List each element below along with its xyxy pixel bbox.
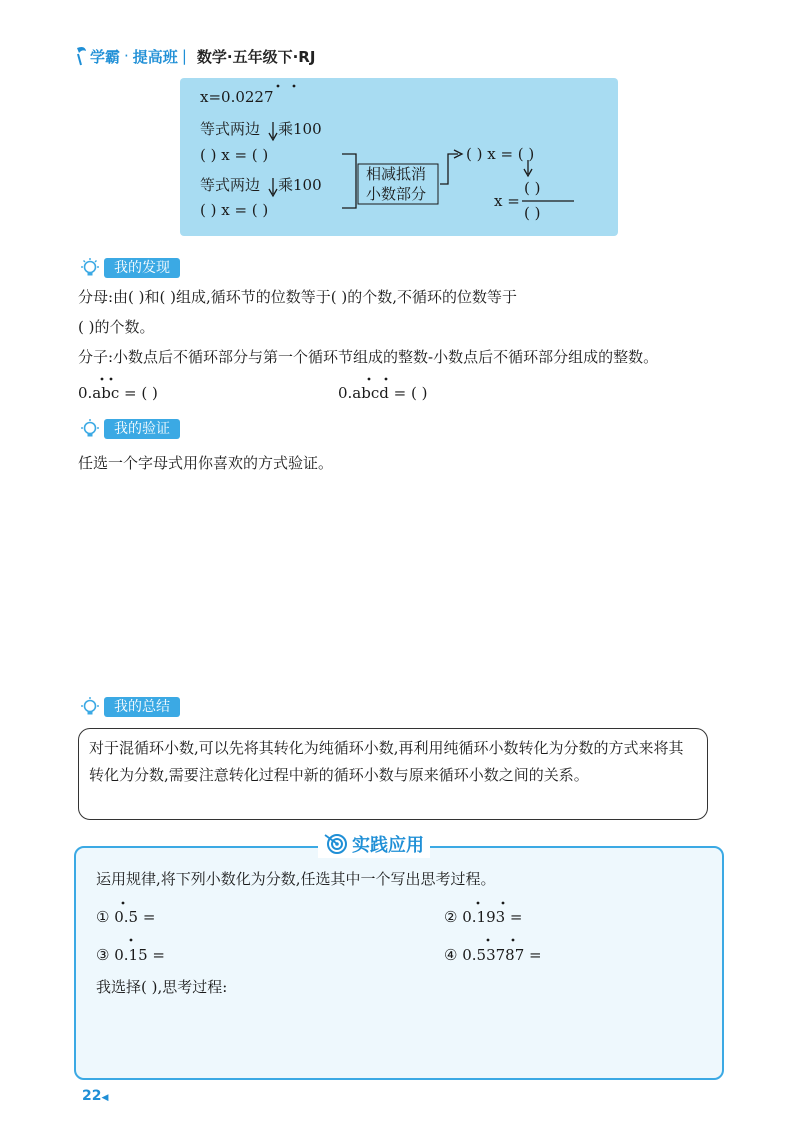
- practice-item-4: ④ 0.53787 =: [444, 946, 542, 964]
- denominator-rule-line-1: 分母:由( )和( )组成,循环节的位数等于( )的个数,不循环的位数等于: [78, 288, 518, 306]
- lightbulb-icon: [78, 257, 102, 279]
- series-name: 提高班: [132, 47, 178, 66]
- page-header: [74, 42, 315, 70]
- equation-row-2: ( ) x = ( ): [200, 201, 269, 219]
- derivation-box: [180, 78, 618, 236]
- verification-instruction: 任选一个字母式用你喜欢的方式验证。: [78, 454, 334, 472]
- multiply-label-2: 乘100: [278, 176, 322, 194]
- numerator-rule-line: 分子:小数点后不循环部分与第一个循环节组成的整数-小数点后不循环部分组成的整数。: [78, 348, 659, 366]
- summary-section-tag: [78, 696, 180, 718]
- x-equals-label: x =: [494, 192, 520, 210]
- brand-dot: ·: [124, 47, 129, 65]
- course-title: 数学·五年级下·RJ: [196, 47, 316, 66]
- page-number: 22◀: [82, 1088, 109, 1104]
- multiply-label-1: 乘100: [278, 120, 322, 138]
- formula-abc: 0.abc = ( ): [78, 384, 158, 402]
- step-label-2: 等式两边: [200, 176, 261, 194]
- practice-item-3: ③ 0.15 =: [96, 946, 165, 964]
- cancel-label-1: 相减抵消: [366, 165, 427, 183]
- verification-section-tag: [78, 418, 180, 440]
- brand-logo-icon: [74, 45, 88, 67]
- discovery-title: 我的发现: [104, 258, 180, 278]
- summary-text: 对于混循环小数,可以先将其转化为纯循环小数,再利用纯循环小数转化为分数的方式来将其转化为分数,需要注意转化过程中新的循环小数与原来循环小数之间的关系。: [89, 739, 684, 784]
- lightbulb-icon: [78, 696, 102, 718]
- discovery-section-tag: [78, 257, 180, 279]
- fraction-numerator: ( ): [524, 179, 541, 197]
- verification-title: 我的验证: [104, 419, 180, 439]
- header-divider: |: [181, 47, 187, 65]
- practice-title-badge: [318, 830, 430, 858]
- practice-choose-line: 我选择( ),思考过程:: [96, 978, 228, 996]
- brand-name: 学霸: [90, 47, 121, 66]
- fraction-denominator: ( ): [524, 204, 541, 222]
- result-row: ( ) x = ( ): [466, 145, 535, 163]
- denominator-rule-line-2: ( )的个数。: [78, 318, 155, 336]
- lightbulb-icon: [78, 418, 102, 440]
- practice-item-1: ① 0.5 =: [96, 908, 156, 926]
- practice-item-2: ② 0.193 =: [444, 908, 523, 926]
- cancel-label-2: 小数部分: [366, 185, 427, 203]
- summary-title: 我的总结: [104, 697, 180, 717]
- formula-abcd: 0.abcd = ( ): [338, 384, 428, 402]
- summary-box: [78, 728, 708, 820]
- equation-row-1: ( ) x = ( ): [200, 146, 269, 164]
- x-definition: x=0.0227: [200, 88, 274, 106]
- page-arrow-icon: ◀: [101, 1093, 109, 1103]
- practice-title: 实践应用: [352, 835, 424, 856]
- step-label-1: 等式两边: [200, 120, 261, 138]
- practice-instruction: 运用规律,将下列小数化为分数,任选其中一个写出思考过程。: [96, 870, 496, 888]
- target-icon: [324, 832, 348, 856]
